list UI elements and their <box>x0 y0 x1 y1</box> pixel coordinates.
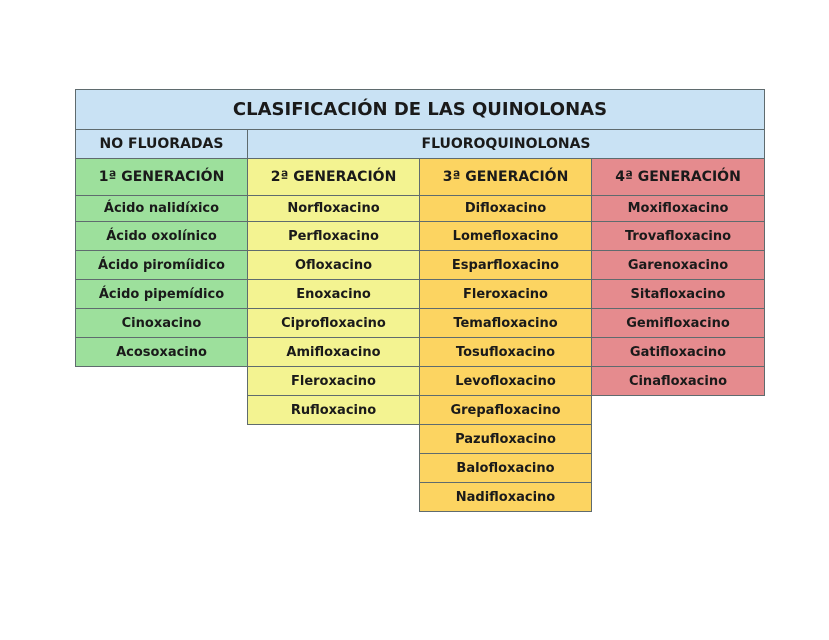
drug-cell: Moxifloxacino <box>591 195 765 222</box>
drug-cell: Levofloxacino <box>419 366 592 396</box>
drug-cell: Amifloxacino <box>247 337 420 367</box>
drug-cell: Fleroxacino <box>247 366 420 396</box>
group-header-non-fluorinated: NO FLUORADAS <box>75 129 248 159</box>
drug-cell: Lomefloxacino <box>419 221 592 251</box>
drug-cell: Ácido nalidíxico <box>75 195 248 222</box>
drug-cell: Norfloxacino <box>247 195 420 222</box>
generation-header-2: 2ª GENERACIÓN <box>247 158 420 196</box>
drug-cell: Gemifloxacino <box>591 308 765 338</box>
drug-cell: Ciprofloxacino <box>247 308 420 338</box>
drug-cell: Pazufloxacino <box>419 424 592 454</box>
drug-cell: Tosufloxacino <box>419 337 592 367</box>
drug-cell: Enoxacino <box>247 279 420 309</box>
drug-cell: Cinafloxacino <box>591 366 765 396</box>
generation-header-3: 3ª GENERACIÓN <box>419 158 592 196</box>
group-header-fluoroquinolones: FLUOROQUINOLONAS <box>247 129 765 159</box>
drug-cell: Ácido piromíidico <box>75 250 248 280</box>
drug-cell: Balofloxacino <box>419 453 592 483</box>
drug-cell: Ofloxacino <box>247 250 420 280</box>
drug-cell: Gatifloxacino <box>591 337 765 367</box>
drug-cell: Rufloxacino <box>247 395 420 425</box>
generation-header-4: 4ª GENERACIÓN <box>591 158 765 196</box>
drug-cell: Temafloxacino <box>419 308 592 338</box>
drug-cell: Ácido oxolínico <box>75 221 248 251</box>
drug-cell: Fleroxacino <box>419 279 592 309</box>
drug-cell: Esparfloxacino <box>419 250 592 280</box>
drug-cell: Grepafloxacino <box>419 395 592 425</box>
drug-cell: Trovafloxacino <box>591 221 765 251</box>
drug-cell: Difloxacino <box>419 195 592 222</box>
drug-cell: Acosoxacino <box>75 337 248 367</box>
drug-cell: Perfloxacino <box>247 221 420 251</box>
table-title: CLASIFICACIÓN DE LAS QUINOLONAS <box>75 89 765 130</box>
generation-header-1: 1ª GENERACIÓN <box>75 158 248 196</box>
drug-cell: Nadifloxacino <box>419 482 592 512</box>
drug-cell: Cinoxacino <box>75 308 248 338</box>
drug-cell: Garenoxacino <box>591 250 765 280</box>
drug-cell: Ácido pipemídico <box>75 279 248 309</box>
drug-cell: Sitafloxacino <box>591 279 765 309</box>
